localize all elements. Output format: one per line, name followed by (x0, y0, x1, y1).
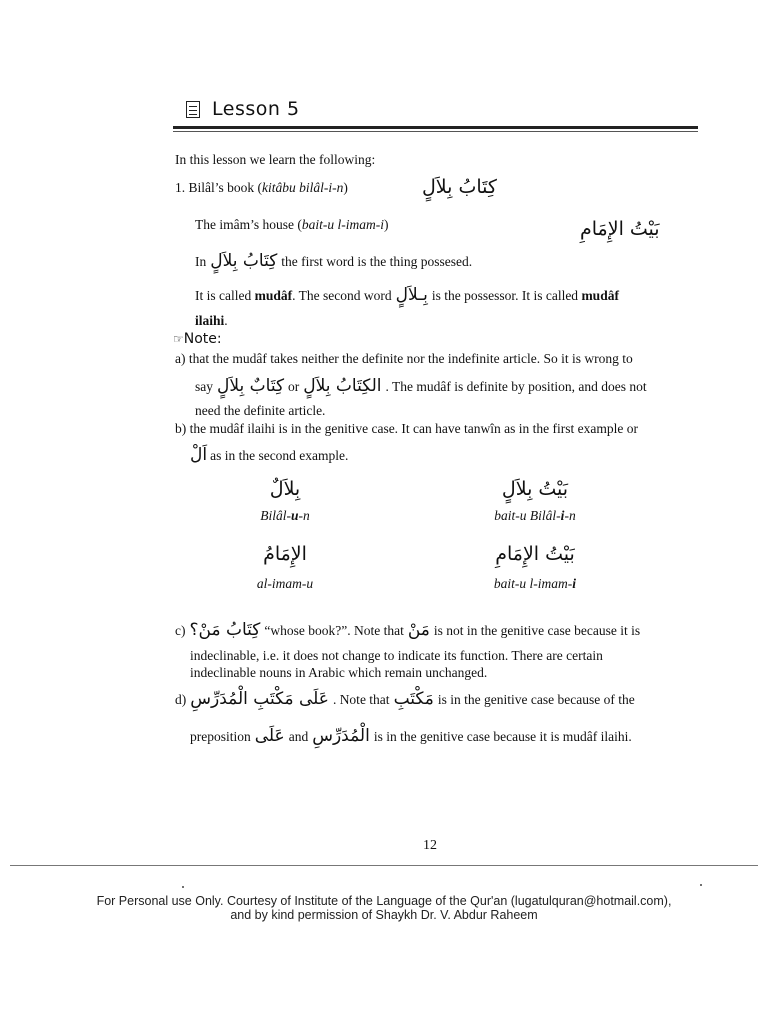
example-translit-3: al-imam-u (256, 576, 314, 591)
example-translit-4: bait-u l-imam-i (493, 576, 577, 591)
footer-rule (10, 865, 758, 866)
note-d-line1: d) عَلَى مَكْتَبِ الْمُدَرِّسِ . Note that مَكْتَبِ is in the genitive case because of the (175, 689, 635, 709)
footer-line-2: and by kind permission of Shaykh Dr. V. Abdur Raheem (230, 908, 538, 922)
item1-text: 1. Bilâl’s book (kitâbu bilâl-i-n) (175, 180, 348, 195)
note-heading: ☞Note: (173, 331, 222, 347)
note-b-line2: اَلْ as in the second example. (190, 445, 349, 465)
note-c-line2: indeclinable, i.e. it does not change to indicate its function. There are certain (190, 648, 603, 663)
document-icon (186, 101, 200, 118)
example-arabic-4: بَيْتُ الإِمَامِ (495, 543, 575, 565)
example-translit-1: Bilâl-u-n (260, 508, 310, 523)
example-translit-2: bait-u Bilâl-i-n (494, 508, 576, 523)
example-arabic-2: بَيْتُ بِلاَلٍ (501, 478, 569, 500)
note-a-line1: a) that the mudâf takes neither the definite nor the indefinite article. So it is wrong to (175, 351, 633, 366)
header-rule (173, 126, 698, 129)
note-c-line3: indeclinable nouns in Arabic which remain unchanged. (190, 665, 488, 680)
item1-arabic: كِتَابُ بِلاَلٍ (422, 176, 497, 198)
page-number: 12 (423, 838, 437, 853)
scan-speck (182, 886, 184, 888)
item1b-text: The imâm’s house (bait-u l-imam-i) (195, 217, 389, 232)
para2-continued: ilaihi. (195, 313, 228, 328)
para2: It is called mudâf. The second word بِـلاَلٍ is the possessor. It is called mudâf (195, 285, 619, 305)
header-rule-thin (173, 131, 698, 132)
note-c-line1: c) كِتَابُ مَنْ؟ “whose book?”. Note that مَنْ is not in the genitive case because it is (175, 620, 641, 640)
scan-speck (700, 884, 702, 886)
example-arabic-3: الإِمَامُ (263, 543, 307, 565)
footer-credit (0, 894, 768, 922)
item1b-arabic: بَيْتُ الإِمَامِ (580, 218, 660, 240)
example-arabic-1: بِلاَلٌ (269, 478, 301, 500)
lesson-title: Lesson 5 (212, 98, 300, 120)
para1: In كِتَابُ بِلاَلٍ the first word is the thing possesed. (195, 251, 473, 271)
note-d-line2: preposition عَلَى and الْمُدَرِّسِ is in the genitive case because it is mudâf ilaihi. (190, 726, 632, 746)
note-b-line1: b) the mudâf ilaihi is in the genitive case. It can have tanwîn as in the first example or (175, 421, 638, 436)
note-a-line2: say كِتَابٌ بِلاَلٍ or الكِتَابُ بِلاَلٍ . The mudâf is definite by position, and does not (195, 376, 647, 396)
lesson-header (186, 98, 300, 120)
intro-text: In this lesson we learn the following: (175, 152, 376, 167)
note-a-line3: need the definite article. (195, 403, 326, 418)
footer-line-1: For Personal use Only. Courtesy of Institute of the Language of the Qur'an (lugatulquran@hotmail.com), (96, 894, 672, 908)
pointing-hand-icon: ☞ (173, 332, 184, 346)
